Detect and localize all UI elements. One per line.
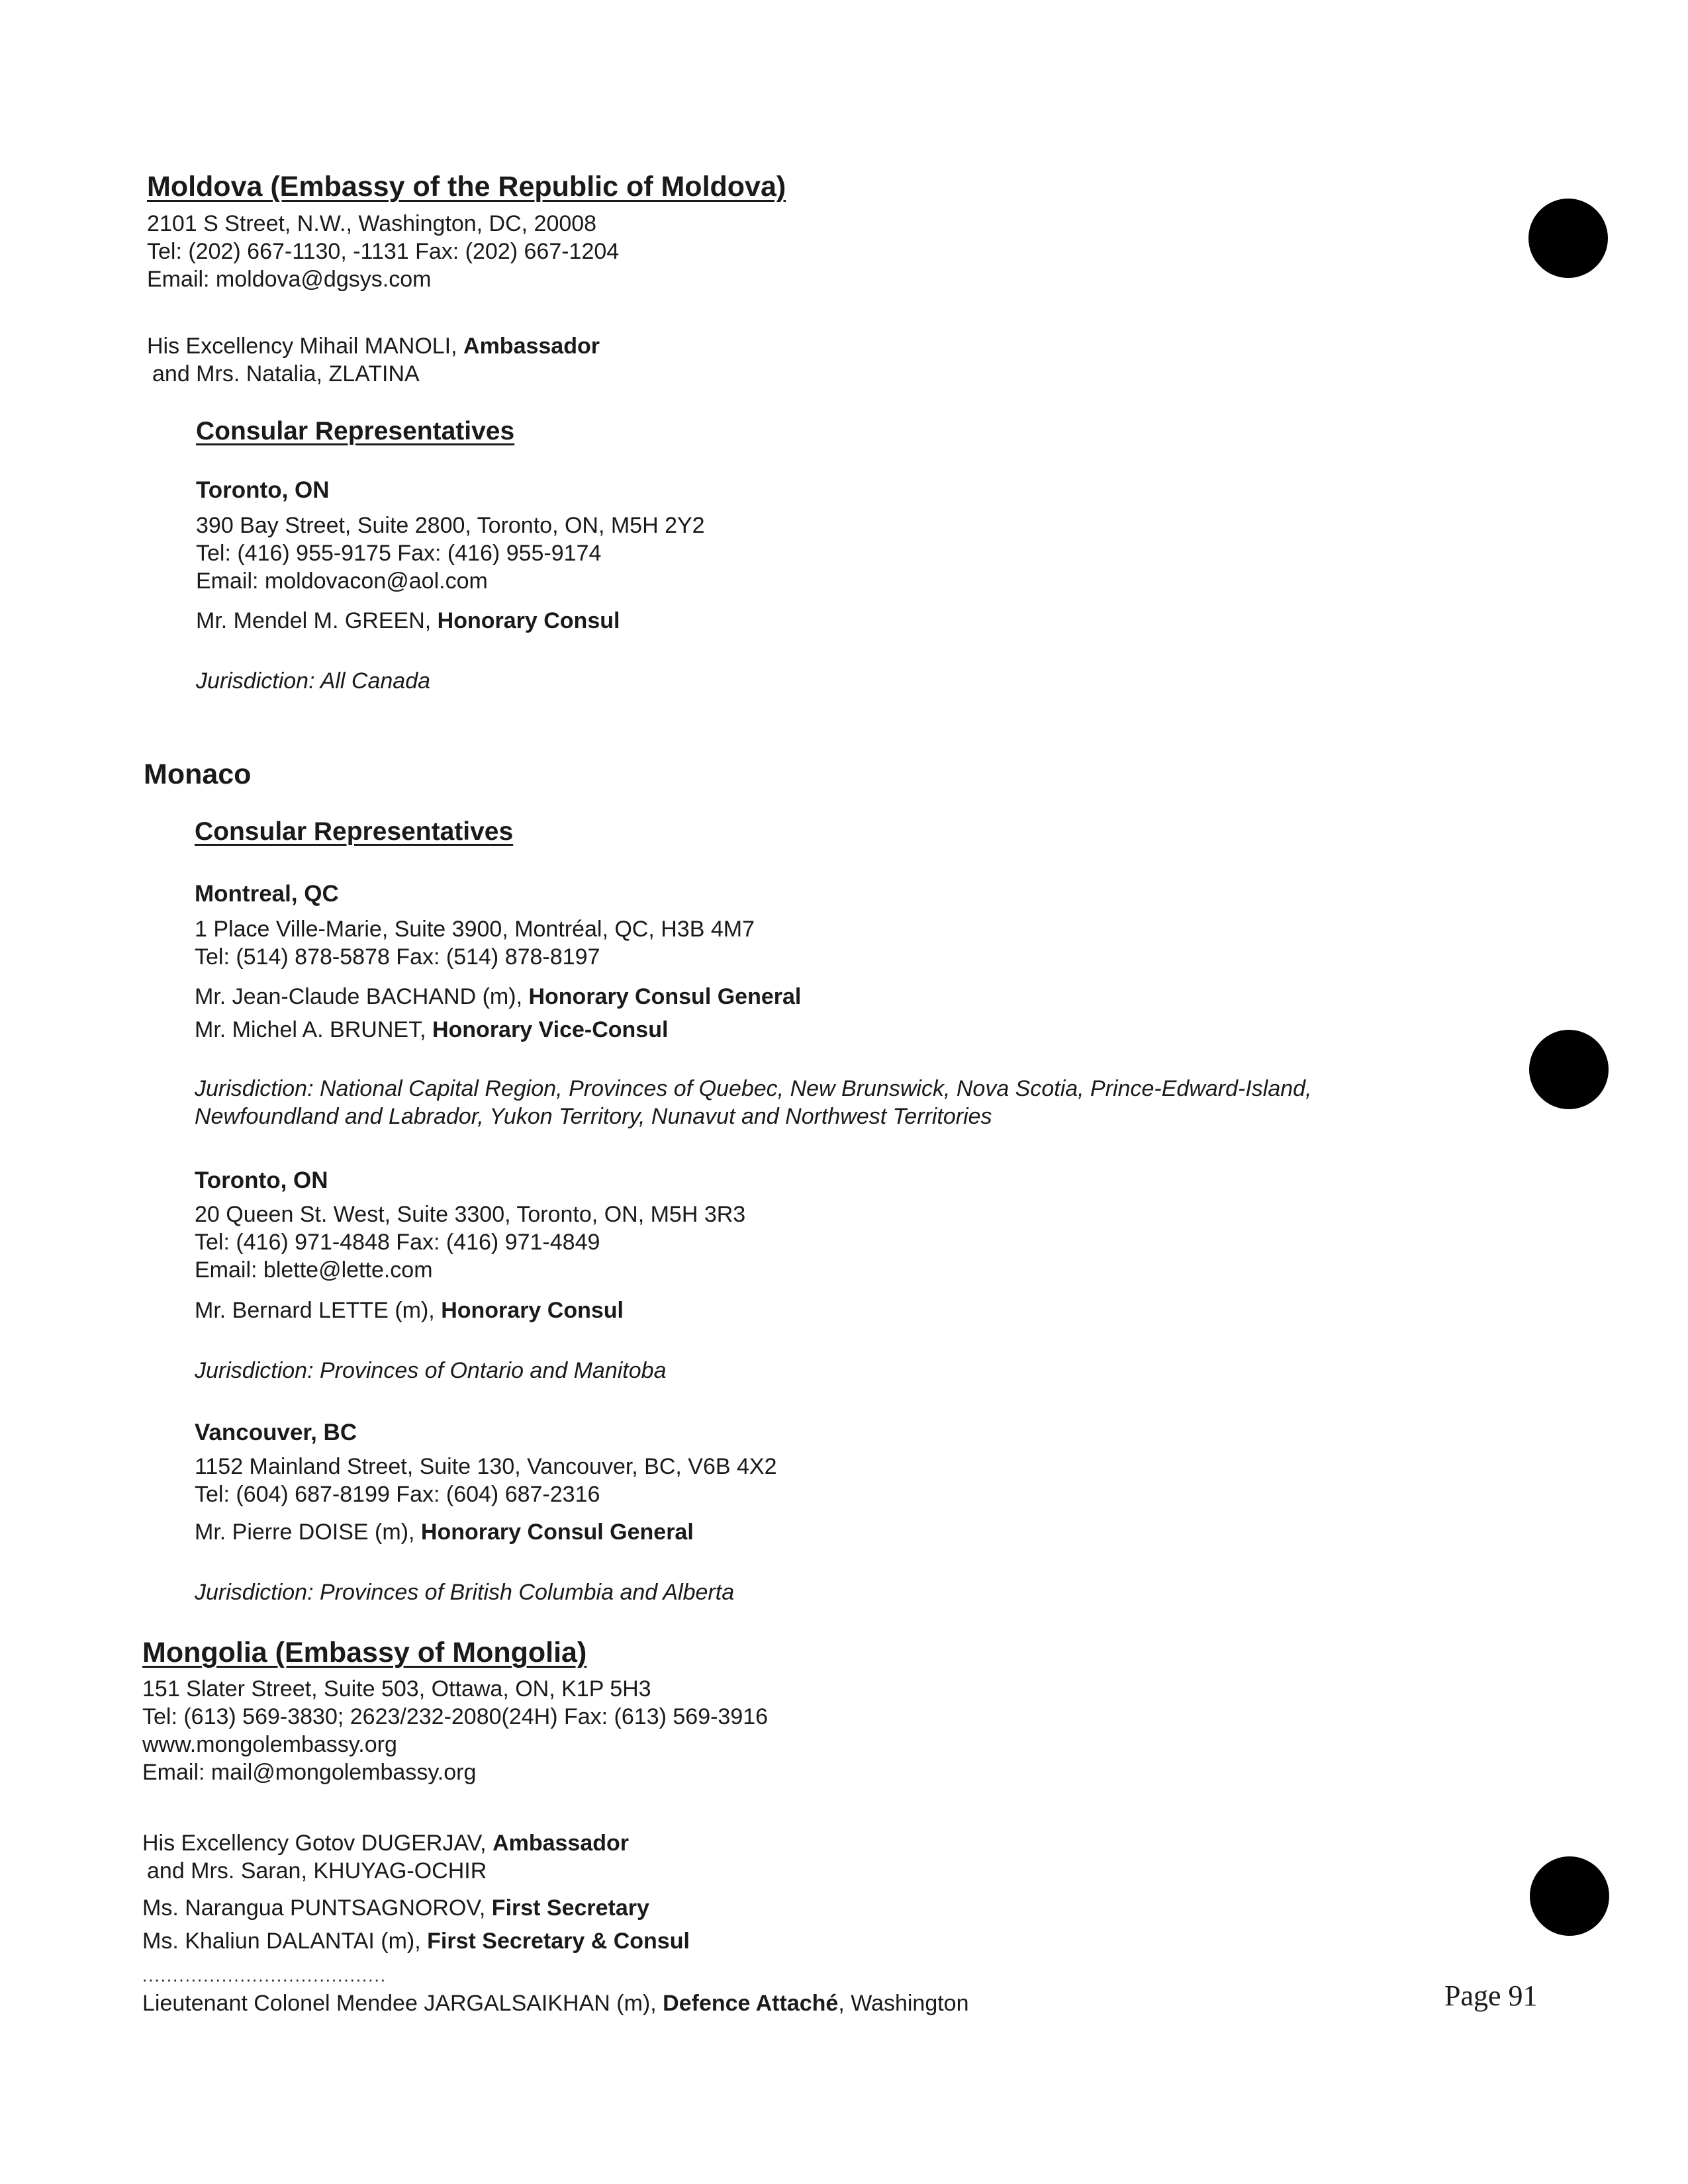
ambassador-name: His Excellency Mihail MANOLI, [147,334,464,359]
monaco-montreal-city: Montreal, QC [195,881,339,907]
person-title: Honorary Vice-Consul [432,1017,669,1042]
mongolia-tel: Tel: (613) 569-3830; 2623/232-2080(24H) Fax: (613) 569-3916 [142,1704,769,1729]
monaco-toronto-person [195,1297,624,1324]
ambassador-title: Ambassador [463,334,600,359]
moldova-toronto-address: 390 Bay Street, Suite 2800, Toronto, ON, M5H 2Y2 [196,513,705,538]
person-name: Mr. Jean-Claude BACHAND (m), [195,984,529,1009]
monaco-toronto-email: Email: blette@lette.com [195,1257,433,1283]
mongolia-website: www.mongolembassy.org [142,1732,397,1757]
monaco-montreal-jurisdiction-2: Newfoundland and Labrador, Yukon Territory, Nunavut and Northwest Territories [195,1104,992,1129]
monaco-montreal-jurisdiction-1: Jurisdiction: National Capital Region, Provinces of Quebec, New Brunswick, Nova Scotia, Prince-Edward-Island, [195,1076,1312,1101]
punch-hole-icon [1529,1030,1609,1109]
moldova-toronto-tel: Tel: (416) 955-9175 Fax: (416) 955-9174 [196,541,602,566]
person-title: First Secretary [491,1895,649,1921]
monaco-toronto-tel: Tel: (416) 971-4848 Fax: (416) 971-4849 [195,1230,600,1255]
punch-hole-icon [1528,199,1608,278]
monaco-vancouver-address: 1152 Mainland Street, Suite 130, Vancouver, BC, V6B 4X2 [195,1454,777,1479]
mongolia-email: Email: mail@mongolembassy.org [142,1760,477,1785]
person-title: Honorary Consul [437,608,620,633]
monaco-vancouver-city: Vancouver, BC [195,1420,357,1445]
monaco-toronto-jurisdiction: Jurisdiction: Provinces of Ontario and Manitoba [195,1358,667,1383]
moldova-ambassador [147,332,600,360]
person-name: Ms. Khaliun DALANTAI (m), [142,1929,428,1954]
monaco-montreal-tel: Tel: (514) 878-5878 Fax: (514) 878-8197 [195,944,600,970]
person-name: Mr. Bernard LETTE (m), [195,1298,442,1323]
person-name: Mr. Michel A. BRUNET, [195,1017,432,1042]
person-title: Honorary Consul General [420,1520,694,1545]
mongolia-defence-attache [142,1989,969,2017]
moldova-spouse: and Mrs. Natalia, ZLATINA [152,361,420,387]
monaco-vancouver-jurisdiction: Jurisdiction: Provinces of British Columbia and Alberta [195,1580,735,1605]
mongolia-address: 151 Slater Street, Suite 503, Ottawa, ON, K1P 5H3 [142,1676,651,1702]
person-title: Honorary Consul [441,1298,624,1323]
ambassador-title: Ambassador [492,1831,630,1856]
monaco-montreal-person-2 [195,1016,668,1044]
dotted-separator: ........................................ [142,1966,387,1985]
person-location: , Washington [838,1991,969,2016]
person-title: Honorary Consul General [528,984,802,1009]
monaco-montreal-person-1 [195,983,801,1011]
monaco-vancouver-tel: Tel: (604) 687-8199 Fax: (604) 687-2316 [195,1482,600,1507]
moldova-toronto-city: Toronto, ON [196,477,330,503]
ambassador-name: His Excellency Gotov DUGERJAV, [142,1831,493,1856]
moldova-consular-heading: Consular Representatives [196,417,515,445]
monaco-consular-heading: Consular Representatives [195,817,514,846]
moldova-email: Email: moldova@dgsys.com [147,267,432,292]
person-name: Mr. Pierre DOISE (m), [195,1520,421,1545]
moldova-toronto-email: Email: moldovacon@aol.com [196,569,488,594]
mongolia-spouse: and Mrs. Saran, KHUYAG-OCHIR [147,1858,487,1884]
moldova-toronto-person [196,607,620,635]
mongolia-staff-2 [142,1927,690,1955]
monaco-montreal-address: 1 Place Ville-Marie, Suite 3900, Montréal, QC, H3B 4M7 [195,917,755,942]
monaco-vancouver-person [195,1518,694,1546]
person-title: Defence Attaché [663,1991,839,2016]
person-title: First Secretary & Consul [427,1929,690,1954]
mongolia-ambassador [142,1829,629,1857]
person-name: Lieutenant Colonel Mendee JARGALSAIKHAN (m), [142,1991,663,2016]
punch-hole-icon [1530,1856,1609,1936]
mongolia-heading: Mongolia (Embassy of Mongolia) [142,1637,587,1668]
person-name: Mr. Mendel M. GREEN, [196,608,438,633]
monaco-toronto-city: Toronto, ON [195,1167,328,1193]
monaco-toronto-address: 20 Queen St. West, Suite 3300, Toronto, ON, M5H 3R3 [195,1202,746,1227]
person-name: Ms. Narangua PUNTSAGNOROV, [142,1895,492,1921]
monaco-heading: Monaco [144,758,252,790]
moldova-heading: Moldova (Embassy of the Republic of Moldova) [147,171,786,203]
moldova-address: 2101 S Street, N.W., Washington, DC, 20008 [147,211,597,236]
moldova-tel: Tel: (202) 667-1130, -1131 Fax: (202) 667-1204 [147,239,620,264]
moldova-toronto-jurisdiction: Jurisdiction: All Canada [196,668,431,694]
page-number: Page 91 [1444,1979,1538,2012]
mongolia-staff-1 [142,1894,649,1922]
